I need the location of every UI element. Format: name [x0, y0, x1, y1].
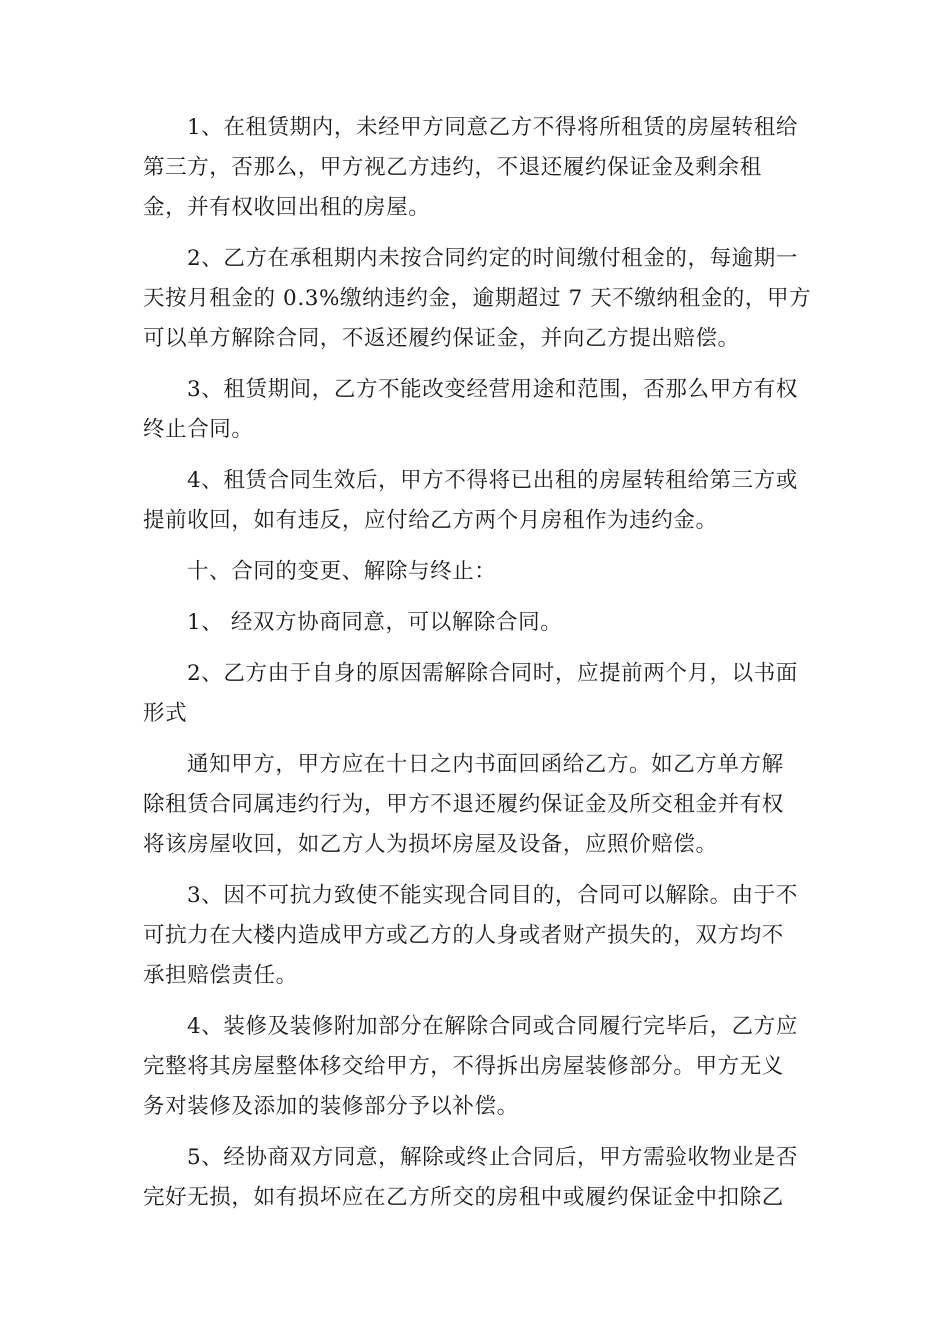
text-line: 1、 经双方协商同意，可以解除合同。	[187, 610, 563, 635]
text-line: 3、因不可抗力致使不能实现合同目的，合同可以解除。由于不	[187, 883, 798, 908]
text-line: 务对装修及添加的装修部分予以补偿。	[143, 1094, 519, 1119]
text-line: 承担赔偿责任。	[143, 963, 298, 988]
text-line: 十、合同的变更、解除与终止：	[187, 559, 497, 584]
text-line: 5、经协商双方同意，解除或终止合同后，甲方需验收物业是否	[187, 1145, 798, 1170]
text-line: 3、租赁期间，乙方不能改变经营用途和范围，否那么甲方有权	[187, 377, 798, 402]
text-line: 提前收回，如有违反，应付给乙方两个月房租作为违约金。	[143, 508, 718, 533]
text-line: 2、乙方由于自身的原因需解除合同时，应提前两个月，以书面	[187, 661, 798, 686]
text-line: 完好无损，如有损坏应在乙方所交的房租中或履约保证金中扣除乙	[143, 1185, 784, 1210]
text-line: 第三方，否那么，甲方视乙方违约，不退还履约保证金及剩余租	[143, 155, 762, 180]
text-line: 金，并有权收回出租的房屋。	[143, 195, 431, 220]
text-line: 完整将其房屋整体移交给甲方，不得拆出房屋装修部分。甲方无义	[143, 1054, 784, 1079]
text-line: 可以单方解除合同，不返还履约保证金，并向乙方提出赔偿。	[143, 326, 740, 351]
text-line: 4、租赁合同生效后，甲方不得将已出租的房屋转租给第三方或	[187, 468, 798, 493]
text-line: 除租赁合同属违约行为，甲方不退还履约保证金及所交租金并有权	[143, 792, 784, 817]
document-body	[143, 108, 812, 1218]
text-line: 通知甲方，甲方应在十日之内书面回函给乙方。如乙方单方解	[187, 752, 784, 777]
text-line: 将该房屋收回，如乙方人为损坏房屋及设备，应照价赔偿。	[143, 832, 718, 857]
text-line: 1、在租赁期内，未经甲方同意乙方不得将所租赁的房屋转租给	[187, 115, 798, 140]
text-line: 形式	[143, 701, 188, 726]
text-line: 可抗力在大楼内造成甲方或乙方的人身或者财产损失的，双方均不	[143, 923, 784, 948]
text-line: 天按月租金的 0.3%缴纳违约金，逾期超过 7 天不缴纳租金的，甲方	[143, 286, 812, 311]
text-line: 终止合同。	[143, 417, 254, 442]
text-line: 4、装修及装修附加部分在解除合同或合同履行完毕后，乙方应	[187, 1014, 798, 1039]
text-line: 2、乙方在承租期内未按合同约定的时间缴付租金的，每逾期一	[187, 246, 798, 271]
